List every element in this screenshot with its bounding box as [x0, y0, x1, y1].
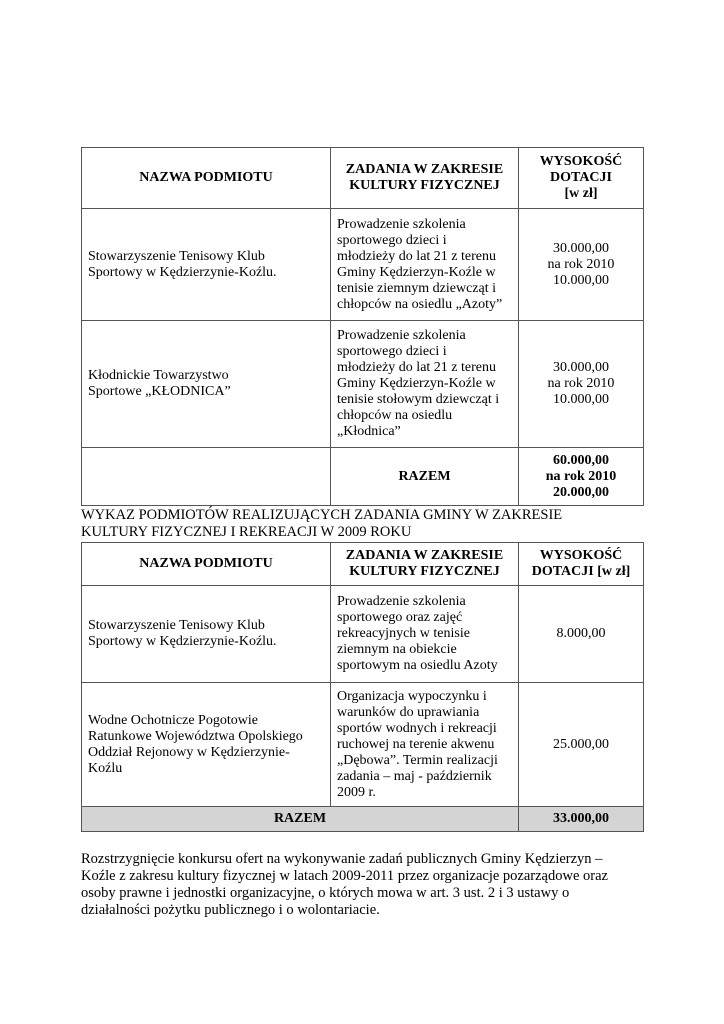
- task-cell: Prowadzenie szkolenia sportowego dzieci i młodzieży do lat 21 z terenu Gminy Kędzierzyn-Koźle w tenisie stołowym dziewcząt i chłopców na osiedlu „Kłodnica”: [331, 321, 519, 448]
- header-grant-amount: WYSOKOŚĆ DOTACJI [w zł]: [519, 148, 644, 209]
- table-header-row: [82, 148, 644, 209]
- table-row: [82, 586, 644, 683]
- empty-cell: [82, 448, 331, 506]
- total-row: [82, 807, 644, 832]
- table-row: [82, 683, 644, 807]
- entity-name-cell: Kłodnickie Towarzystwo Sportowe „KŁODNICA”: [82, 321, 331, 448]
- total-label: RAZEM: [82, 807, 519, 832]
- entity-name-cell: Stowarzyszenie Tenisowy Klub Sportowy w Kędzierzynie-Koźlu.: [82, 209, 331, 321]
- task-cell: Prowadzenie szkolenia sportowego dzieci i młodzieży do lat 21 z terenu Gminy Kędzierzyn-Koźle w tenisie ziemnym dziewcząt i chłopców na osiedlu „Azoty”: [331, 209, 519, 321]
- entity-name-cell: Stowarzyszenie Tenisowy Klub Sportowy w Kędzierzynie-Koźlu.: [82, 586, 331, 683]
- table-header-row: [82, 543, 644, 586]
- entity-name-cell: Wodne Ochotnicze Pogotowie Ratunkowe Województwa Opolskiego Oddział Rejonowy w Kędzierzynie- Koźlu: [82, 683, 331, 807]
- table-row: [82, 209, 644, 321]
- amount-cell: 8.000,00: [519, 586, 644, 683]
- grants-table-2010: [81, 147, 644, 506]
- total-row: [82, 448, 644, 506]
- section-heading: WYKAZ PODMIOTÓW REALIZUJĄCYCH ZADANIA GMINY W ZAKRESIE KULTURY FIZYCZNEJ I REKREACJI W 2009 ROKU: [81, 507, 563, 540]
- task-cell: Prowadzenie szkolenia sportowego oraz zajęć rekreacyjnych w tenisie ziemnym na obiekcie sportowym na osiedlu Azoty: [331, 586, 519, 683]
- amount-cell: 30.000,00 na rok 2010 10.000,00: [519, 209, 644, 321]
- resolution-note: Rozstrzygnięcie konkursu ofert na wykonywanie zadań publicznych Gminy Kędzierzyn – Koźle z zakresu kultury fizycznej w latach 2009-2011 przez organizacje pozarządowe oraz osoby prawne i jednostki organizacyjne, o których mowa w art. 3 ust. 2 i 3 ustawy o działalności pożytku publicznego i o wolontariacie.: [81, 851, 608, 918]
- header-tasks: ZADANIA W ZAKRESIE KULTURY FIZYCZNEJ: [331, 543, 519, 586]
- grants-table-2009: [81, 542, 644, 832]
- header-entity-name: NAZWA PODMIOTU: [82, 543, 331, 586]
- header-entity-name: NAZWA PODMIOTU: [82, 148, 331, 209]
- task-cell: Organizacja wypoczynku i warunków do uprawiania sportów wodnych i rekreacji ruchowej na terenie akwenu „Dębowa”. Termin realizacji zadania – maj - październik 2009 r.: [331, 683, 519, 807]
- total-amount: 60.000,00 na rok 2010 20.000,00: [519, 448, 644, 506]
- header-grant-amount: WYSOKOŚĆ DOTACJI [w zł]: [519, 543, 644, 586]
- total-amount: 33.000,00: [519, 807, 644, 832]
- amount-cell: 25.000,00: [519, 683, 644, 807]
- amount-cell: 30.000,00 na rok 2010 10.000,00: [519, 321, 644, 448]
- header-tasks: ZADANIA W ZAKRESIE KULTURY FIZYCZNEJ: [331, 148, 519, 209]
- table-row: [82, 321, 644, 448]
- total-label: RAZEM: [331, 448, 519, 506]
